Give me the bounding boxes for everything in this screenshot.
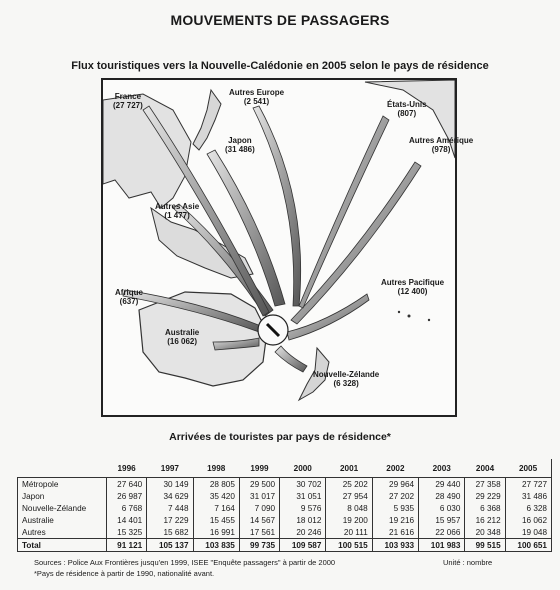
year-header: 2003 (432, 463, 451, 473)
australia-land (139, 292, 267, 386)
arrivals-table (17, 459, 552, 552)
cell: 15 325 (107, 526, 147, 539)
cell: 99 735 (239, 539, 279, 552)
year-header: 2000 (293, 463, 312, 473)
cell: 20 111 (326, 526, 372, 539)
table-row (18, 478, 552, 491)
cell: 29 440 (419, 478, 465, 491)
cell: 30 149 (147, 478, 193, 491)
japan-land (193, 90, 221, 150)
label-autres-pacifique: Autres Pacifique (12 400) (381, 278, 445, 296)
label-autres-europe: Autres Europe (2 541) (229, 88, 285, 106)
cell: 34 629 (147, 490, 193, 502)
cell: 18 012 (280, 514, 326, 526)
cell: 16 991 (193, 526, 239, 539)
cell: 20 348 (465, 526, 505, 539)
sources-note: Sources : Police Aux Frontières jusqu'en 1999, ISEE "Enquête passagers" à partir de 2000 (34, 558, 336, 567)
cell: 6 768 (107, 502, 147, 514)
label-australie: Australie (16 062) (165, 328, 200, 346)
cell: 14 401 (107, 514, 147, 526)
cell: 27 727 (505, 478, 551, 491)
year-header: 1998 (207, 463, 226, 473)
cell: 27 954 (326, 490, 372, 502)
header-empty (18, 459, 107, 478)
year-header: 2002 (386, 463, 405, 473)
row-label: Total (18, 539, 107, 552)
table-header-row (18, 459, 552, 478)
cell: 27 202 (372, 490, 418, 502)
cell: 29 500 (239, 478, 279, 491)
cell: 16 062 (505, 514, 551, 526)
cell: 28 490 (419, 490, 465, 502)
cell: 35 420 (193, 490, 239, 502)
arrow-autres-europe (253, 106, 301, 306)
table-row (18, 490, 552, 502)
arrow-nouvelle-zelande (275, 346, 307, 372)
cell: 27 640 (107, 478, 147, 491)
map-title: Flux touristiques vers la Nouvelle-Calédonie en 2005 selon le pays de résidence (71, 60, 489, 72)
cell: 31 051 (280, 490, 326, 502)
label-france: France (27 727) (113, 92, 143, 110)
cell: 15 455 (193, 514, 239, 526)
row-label: Japon (18, 490, 107, 502)
footnote: *Pays de résidence à partir de 1990, nationalité avant. (34, 569, 215, 578)
cell: 99 515 (465, 539, 505, 552)
year-header: 1997 (160, 463, 179, 473)
cell: 17 229 (147, 514, 193, 526)
cell: 14 567 (239, 514, 279, 526)
row-label: Nouvelle-Zélande (18, 502, 107, 514)
unit-note: Unité : nombre (443, 558, 493, 567)
cell: 6 328 (505, 502, 551, 514)
cell: 15 682 (147, 526, 193, 539)
cell: 19 200 (326, 514, 372, 526)
year-header: 2001 (339, 463, 359, 473)
cell: 31 017 (239, 490, 279, 502)
cell: 16 212 (465, 514, 505, 526)
cell: 5 935 (372, 502, 418, 514)
year-header: 1996 (117, 463, 136, 473)
cell: 21 616 (372, 526, 418, 539)
cell: 17 561 (239, 526, 279, 539)
cell: 8 048 (326, 502, 372, 514)
year-header: 1999 (250, 463, 269, 473)
cell: 26 987 (107, 490, 147, 502)
cell: 28 805 (193, 478, 239, 491)
cell: 100 651 (505, 539, 551, 552)
label-afrique: Afrique (637) (115, 288, 143, 306)
cell: 6 030 (419, 502, 465, 514)
cell: 103 933 (372, 539, 418, 552)
cell: 7 090 (239, 502, 279, 514)
label-autres-asie: Autres Asie (1 477) (155, 202, 200, 220)
cell: 91 121 (107, 539, 147, 552)
table-row (18, 514, 552, 526)
page-title: MOUVEMENTS DE PASSAGERS (170, 12, 390, 28)
cell: 19 048 (505, 526, 551, 539)
cell: 15 957 (419, 514, 465, 526)
cell: 109 587 (280, 539, 326, 552)
cell: 30 702 (280, 478, 326, 491)
row-label: Australie (18, 514, 107, 526)
label-autres-amerique: Autres Amérique (978) (409, 136, 474, 154)
label-nouvelle-zelande: Nouvelle-Zélande (6 328) (313, 370, 380, 388)
label-etats-unis: États-Unis (807) (387, 100, 427, 118)
cell: 103 835 (193, 539, 239, 552)
cell: 31 486 (505, 490, 551, 502)
label-japon: Japon (31 486) (225, 136, 255, 154)
table-title: Arrivées de touristes par pays de résidence* (169, 431, 391, 443)
cell: 7 164 (193, 502, 239, 514)
tourist-flow-map (101, 78, 474, 417)
arrow-etats-unis (299, 116, 389, 308)
map-drawing (103, 80, 455, 415)
cell: 19 216 (372, 514, 418, 526)
cell: 101 983 (419, 539, 465, 552)
year-header: 2005 (505, 459, 551, 478)
table-row (18, 502, 552, 514)
cell: 27 358 (465, 478, 505, 491)
table-row (18, 526, 552, 539)
cell: 22 066 (419, 526, 465, 539)
cell: 25 202 (326, 478, 372, 491)
cell: 100 515 (326, 539, 372, 552)
cell: 29 964 (372, 478, 418, 491)
row-label: Métropole (18, 478, 107, 491)
cell: 6 368 (465, 502, 505, 514)
row-label: Autres (18, 526, 107, 539)
cell: 105 137 (147, 539, 193, 552)
cell: 7 448 (147, 502, 193, 514)
cell: 20 246 (280, 526, 326, 539)
total-row (18, 539, 552, 552)
cell: 29 229 (465, 490, 505, 502)
year-header: 2004 (475, 463, 495, 473)
cell: 9 576 (280, 502, 326, 514)
